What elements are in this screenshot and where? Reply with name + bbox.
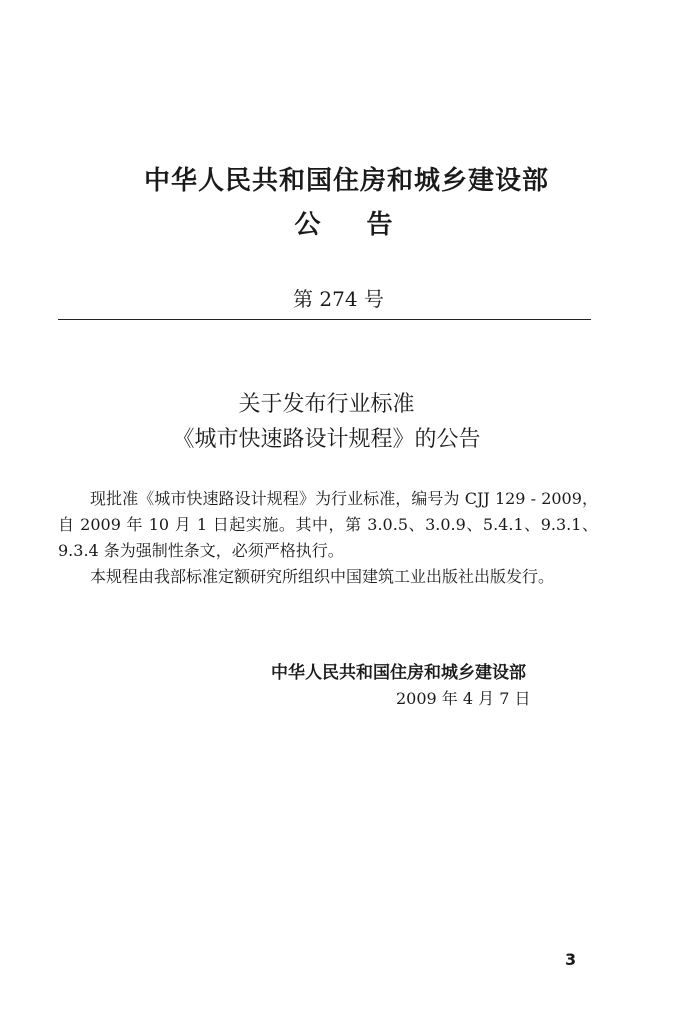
notice-body [58, 486, 598, 590]
subject-line-1: 关于发布行业标准 [238, 392, 415, 417]
body-paragraph-2: 本规程由我部标准定额研究所组织中国建筑工业出版社出版发行。 [90, 567, 555, 586]
issuing-ministry-heading: 中华人民共和国住房和城乡建设部 [143, 166, 549, 196]
page-number: 3 [565, 950, 577, 969]
signature-date: 2009 年 4 月 7 日 [396, 689, 531, 708]
notice-number: 第 274 号 [293, 287, 384, 311]
body-paragraph-1: 现批准《城市快速路设计规程》为行业标准，编号为 CJJ 129 - 2009，自 2009 年 10 月 1 日起实施。其中，第 3.0.5、3.0.9、5.4.1、9.3.1、9.3.4 条为强制性条文，必须严格执行。 [58, 489, 598, 560]
signature-organization: 中华人民共和国住房和城乡建设部 [271, 663, 526, 683]
subject-line-2: 《城市快速路设计规程》的公告 [172, 427, 481, 452]
notice-title: 公告 [294, 210, 439, 240]
header-divider [58, 319, 591, 320]
